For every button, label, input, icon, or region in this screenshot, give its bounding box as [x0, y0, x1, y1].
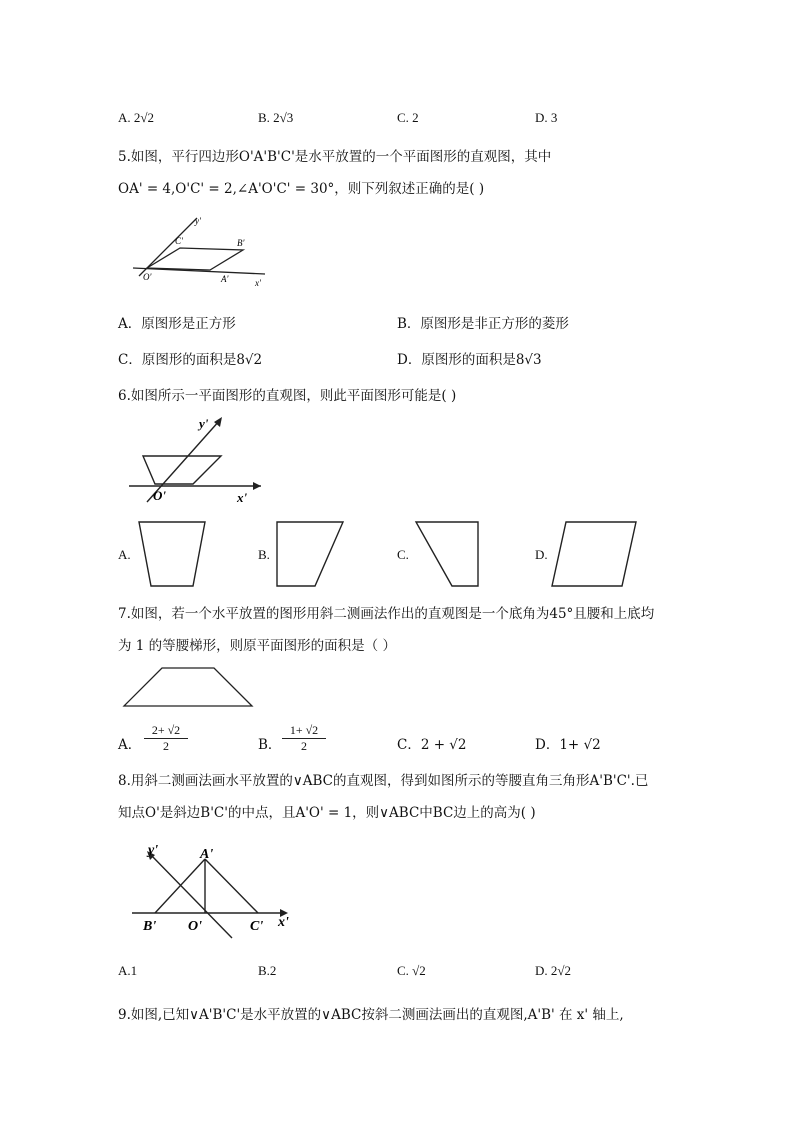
- q8-label-c: C': [250, 919, 264, 934]
- q6-option-c-figure: [412, 518, 487, 590]
- q6-label-o: O': [153, 488, 166, 503]
- q5-option-d: D．原图形的面积是8√3: [397, 352, 542, 368]
- q4-option-a: A. 2√2: [118, 110, 155, 125]
- q6-figure: [125, 412, 265, 505]
- q8-label-a: A': [200, 847, 214, 862]
- q7-figure: [122, 666, 254, 710]
- q8-option-a: A.1: [118, 963, 138, 978]
- q7-option-b-denominator: 2: [301, 739, 307, 753]
- q7-option-b-letter: B．: [258, 737, 282, 753]
- q6-label-x: x': [237, 490, 248, 505]
- q5-label-x: x': [255, 278, 261, 288]
- q7-option-c: C．2 + √2: [397, 737, 467, 753]
- q9-stem: 9.如图,已知∨A'B'C'是水平放置的∨ABC按斜二测画法画出的直观图,A'B' 在 x' 轴上,: [118, 1007, 624, 1023]
- q8-label-o: O': [188, 919, 202, 934]
- q5-label-o: O': [143, 272, 152, 282]
- q8-option-b: B.2: [258, 963, 277, 978]
- q8-label-y: y': [148, 843, 159, 858]
- q7-option-a-fraction: [144, 723, 188, 753]
- q7-option-b-numerator: 1+ √2: [282, 723, 326, 739]
- q8-stem-line2: 知点O'是斜边B'C'的中点，且A'O' = 1，则∨ABC中BC边上的高为( ): [118, 805, 536, 821]
- q6-option-b-letter: B.: [258, 547, 270, 562]
- q5-label-a: A': [221, 274, 229, 284]
- q7-option-a-numerator: 2+ √2: [144, 723, 188, 739]
- q5-stem-line2: OA' = 4,O'C' = 2,∠A'O'C' = 30°，则下列叙述正确的是( ): [118, 181, 485, 197]
- q6-label-y: y': [199, 416, 209, 431]
- q7-option-d: D．1+ √2: [535, 737, 601, 753]
- q8-stem-line1: 8.用斜二测画法画水平放置的∨ABC的直观图，得到如图所示的等腰直角三角形A'B'C'.已: [118, 773, 649, 789]
- q8-label-b: B': [143, 919, 157, 934]
- q5-figure: [125, 210, 275, 295]
- q8-label-x: x': [278, 915, 289, 930]
- q6-option-d-letter: D.: [535, 547, 548, 562]
- q6-option-b-figure: [273, 518, 348, 590]
- q5-label-y: y': [195, 216, 201, 226]
- q6-option-a-figure: [135, 518, 210, 590]
- q7-stem-line2: 为 1 的等腰梯形，则原平面图形的面积是（ ）: [118, 638, 396, 654]
- q7-option-a-denominator: 2: [163, 739, 169, 753]
- q5-label-c: C': [175, 236, 183, 246]
- q5-option-c: C．原图形的面积是8√2: [118, 352, 263, 368]
- q6-option-c-letter: C.: [397, 547, 409, 562]
- q4-option-d: D. 3: [535, 110, 558, 125]
- q6-option-a-letter: A.: [118, 547, 131, 562]
- q4-option-b: B. 2√3: [258, 110, 294, 125]
- q4-option-c: C. 2: [397, 110, 419, 125]
- q6-option-d-figure: [550, 518, 640, 590]
- q8-option-d: D. 2√2: [535, 963, 572, 978]
- q8-figure: [128, 838, 298, 938]
- q5-label-b: B': [237, 238, 245, 248]
- q5-option-a: A．原图形是正方形: [118, 316, 236, 332]
- q7-option-b-fraction: [282, 723, 326, 753]
- q7-stem-line1: 7.如图，若一个水平放置的图形用斜二测画法作出的直观图是一个底角为45°且腰和上底均: [118, 606, 655, 622]
- q5-option-b: B．原图形是非正方形的菱形: [397, 316, 569, 332]
- q7-option-a-letter: A．: [118, 737, 142, 753]
- q5-stem-line1: 5.如图，平行四边形O'A'B'C'是水平放置的一个平面图形的直观图，其中: [118, 149, 552, 165]
- q6-stem: 6.如图所示一平面图形的直观图，则此平面图形可能是( ): [118, 388, 457, 404]
- q8-option-c: C. √2: [397, 963, 426, 978]
